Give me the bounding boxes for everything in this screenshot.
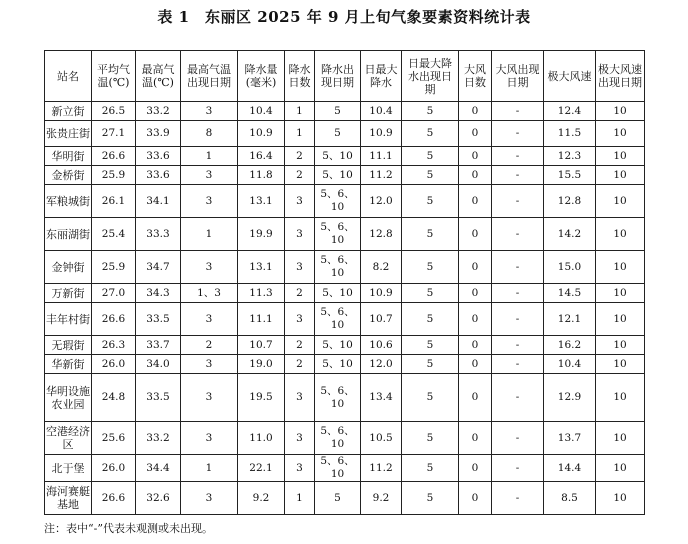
cell-precip: 16.4 [238,147,285,166]
cell-max-daily-precip-date: 5 [402,482,459,515]
cell-gale-days: 0 [459,455,492,482]
cell-max-wind: 12.4 [544,102,596,121]
table-row [45,355,645,374]
cell-precip: 13.1 [238,251,285,284]
cell-max-daily-precip-date: 5 [402,121,459,147]
cell-gale-dates: - [492,185,544,218]
cell-max-temp-date: 3 [181,102,238,121]
cell-avg-temp: 24.8 [92,374,136,422]
cell-max-temp: 33.9 [136,121,181,147]
cell-avg-temp: 26.6 [92,147,136,166]
cell-precip: 10.7 [238,336,285,355]
header-precip-days: 降水日数 [285,51,315,102]
cell-max-wind: 12.1 [544,303,596,336]
cell-precip-days: 3 [285,218,315,251]
cell-max-temp: 34.0 [136,355,181,374]
header-avg-temp: 平均气温(℃) [92,51,136,102]
cell-max-daily-precip-date: 5 [402,166,459,185]
cell-precip-days: 1 [285,482,315,515]
cell-max-wind: 13.7 [544,422,596,455]
cell-precip-dates: 5、10 [315,336,361,355]
cell-max-wind: 11.5 [544,121,596,147]
cell-max-wind-date: 10 [596,355,645,374]
cell-precip-dates: 5、6、10 [315,422,361,455]
cell-station: 丰年村街 [45,303,92,336]
cell-max-daily-precip-date: 5 [402,303,459,336]
cell-gale-days: 0 [459,422,492,455]
cell-gale-dates: - [492,422,544,455]
cell-max-daily-precip: 11.2 [361,166,402,185]
cell-gale-dates: - [492,455,544,482]
cell-station: 海河赛艇基地 [45,482,92,515]
cell-max-wind-date: 10 [596,147,645,166]
cell-max-temp: 33.6 [136,147,181,166]
cell-max-wind: 14.4 [544,455,596,482]
cell-avg-temp: 27.1 [92,121,136,147]
cell-max-wind: 10.4 [544,355,596,374]
table-row [45,374,645,422]
header-gale-dates: 大风出现日期 [492,51,544,102]
cell-max-wind-date: 10 [596,218,645,251]
cell-avg-temp: 25.4 [92,218,136,251]
cell-max-temp: 34.7 [136,251,181,284]
cell-precip-dates: 5 [315,121,361,147]
cell-station: 金桥街 [45,166,92,185]
cell-max-daily-precip: 10.6 [361,336,402,355]
cell-gale-dates: - [492,102,544,121]
cell-gale-days: 0 [459,303,492,336]
table-row [45,482,645,515]
cell-max-daily-precip-date: 5 [402,102,459,121]
cell-station: 东丽湖街 [45,218,92,251]
cell-max-temp: 33.2 [136,102,181,121]
cell-station: 北于堡 [45,455,92,482]
cell-max-daily-precip: 11.1 [361,147,402,166]
cell-precip-days: 1 [285,121,315,147]
header-max-wind-date: 极大风速出现日期 [596,51,645,102]
cell-precip: 10.4 [238,102,285,121]
cell-max-temp-date: 3 [181,355,238,374]
cell-max-temp: 32.6 [136,482,181,515]
cell-avg-temp: 26.5 [92,102,136,121]
cell-gale-days: 0 [459,284,492,303]
cell-max-wind-date: 10 [596,422,645,455]
cell-max-wind: 8.5 [544,482,596,515]
cell-max-daily-precip-date: 5 [402,455,459,482]
cell-precip-days: 3 [285,251,315,284]
cell-precip-days: 2 [285,355,315,374]
cell-gale-days: 0 [459,218,492,251]
cell-max-daily-precip-date: 5 [402,284,459,303]
cell-gale-dates: - [492,147,544,166]
cell-max-daily-precip: 10.5 [361,422,402,455]
cell-precip-dates: 5、6、10 [315,303,361,336]
cell-gale-days: 0 [459,166,492,185]
cell-precip-days: 2 [285,166,315,185]
cell-station: 万新街 [45,284,92,303]
cell-max-wind: 14.5 [544,284,596,303]
table-row [45,422,645,455]
cell-max-temp: 33.3 [136,218,181,251]
cell-max-temp-date: 1、3 [181,284,238,303]
cell-station: 金钟街 [45,251,92,284]
cell-precip-days: 3 [285,303,315,336]
cell-precip-dates: 5 [315,102,361,121]
cell-avg-temp: 27.0 [92,284,136,303]
cell-precip: 11.0 [238,422,285,455]
table-row [45,303,645,336]
header-precip-dates: 降水出现日期 [315,51,361,102]
header-max-daily-precip: 日最大降水 [361,51,402,102]
cell-gale-days: 0 [459,121,492,147]
cell-precip: 11.8 [238,166,285,185]
table-row [45,147,645,166]
cell-max-temp-date: 1 [181,147,238,166]
cell-max-temp: 33.5 [136,374,181,422]
cell-precip: 10.9 [238,121,285,147]
cell-max-temp: 33.2 [136,422,181,455]
header-max-temp: 最高气温(℃) [136,51,181,102]
cell-gale-days: 0 [459,482,492,515]
cell-max-wind-date: 10 [596,121,645,147]
cell-max-wind-date: 10 [596,303,645,336]
cell-max-daily-precip: 10.9 [361,284,402,303]
cell-max-daily-precip-date: 5 [402,185,459,218]
cell-precip-dates: 5、10 [315,355,361,374]
cell-precip-days: 3 [285,374,315,422]
cell-gale-dates: - [492,303,544,336]
cell-precip-days: 1 [285,102,315,121]
cell-precip: 19.5 [238,374,285,422]
table-row [45,455,645,482]
header-max-temp-date: 最高气温出现日期 [181,51,238,102]
cell-max-temp: 33.5 [136,303,181,336]
header-precip: 降水量(毫米) [238,51,285,102]
table-note: 注：表中“-”代表未观测或未出现。 [44,522,213,535]
table-row [45,251,645,284]
cell-max-wind: 15.0 [544,251,596,284]
cell-max-wind-date: 10 [596,374,645,422]
cell-avg-temp: 26.6 [92,482,136,515]
header-gale-days: 大风日数 [459,51,492,102]
cell-max-daily-precip: 10.4 [361,102,402,121]
cell-max-wind: 12.8 [544,185,596,218]
cell-precip-days: 2 [285,336,315,355]
cell-max-wind-date: 10 [596,102,645,121]
cell-station: 张贵庄街 [45,121,92,147]
cell-max-temp: 34.3 [136,284,181,303]
cell-precip-dates: 5、6、10 [315,374,361,422]
cell-max-wind-date: 10 [596,455,645,482]
cell-gale-dates: - [492,482,544,515]
weather-stats-table [44,50,645,515]
cell-gale-dates: - [492,121,544,147]
header-row [45,51,645,102]
cell-precip: 19.9 [238,218,285,251]
table-row [45,336,645,355]
cell-precip-dates: 5、6、10 [315,185,361,218]
cell-precip-dates: 5、10 [315,284,361,303]
table-row [45,185,645,218]
cell-max-daily-precip-date: 5 [402,251,459,284]
cell-max-daily-precip-date: 5 [402,374,459,422]
cell-max-daily-precip: 11.2 [361,455,402,482]
cell-gale-dates: - [492,355,544,374]
cell-precip-dates: 5 [315,482,361,515]
cell-station: 华新街 [45,355,92,374]
cell-precip-dates: 5、6、10 [315,455,361,482]
cell-max-temp: 34.1 [136,185,181,218]
header-station: 站名 [45,51,92,102]
cell-gale-days: 0 [459,336,492,355]
cell-max-wind: 14.2 [544,218,596,251]
cell-max-temp-date: 3 [181,303,238,336]
cell-max-wind: 12.3 [544,147,596,166]
cell-gale-days: 0 [459,251,492,284]
cell-precip: 11.3 [238,284,285,303]
cell-max-wind-date: 10 [596,185,645,218]
cell-max-daily-precip-date: 5 [402,218,459,251]
cell-max-temp: 33.7 [136,336,181,355]
cell-max-wind-date: 10 [596,251,645,284]
cell-max-wind-date: 10 [596,284,645,303]
table-row [45,102,645,121]
cell-station: 华明街 [45,147,92,166]
cell-avg-temp: 26.1 [92,185,136,218]
cell-precip: 11.1 [238,303,285,336]
cell-gale-days: 0 [459,102,492,121]
cell-max-temp: 33.6 [136,166,181,185]
cell-precip-days: 3 [285,185,315,218]
cell-max-daily-precip: 12.8 [361,218,402,251]
cell-precip-days: 3 [285,422,315,455]
cell-max-daily-precip-date: 5 [402,422,459,455]
cell-max-temp-date: 3 [181,482,238,515]
cell-gale-dates: - [492,336,544,355]
cell-max-daily-precip-date: 5 [402,355,459,374]
cell-max-daily-precip: 8.2 [361,251,402,284]
cell-gale-dates: - [492,166,544,185]
cell-precip: 19.0 [238,355,285,374]
cell-gale-days: 0 [459,147,492,166]
cell-station: 华明设施农业园 [45,374,92,422]
cell-station: 新立街 [45,102,92,121]
cell-avg-temp: 25.6 [92,422,136,455]
cell-gale-days: 0 [459,185,492,218]
cell-avg-temp: 26.0 [92,455,136,482]
cell-max-temp-date: 3 [181,374,238,422]
cell-max-wind: 15.5 [544,166,596,185]
table-body [45,102,645,515]
cell-station: 军粮城街 [45,185,92,218]
cell-max-daily-precip-date: 5 [402,147,459,166]
cell-max-daily-precip: 10.9 [361,121,402,147]
cell-station: 无瑕街 [45,336,92,355]
cell-gale-dates: - [492,218,544,251]
cell-max-daily-precip-date: 5 [402,336,459,355]
cell-max-wind-date: 10 [596,336,645,355]
cell-max-daily-precip: 9.2 [361,482,402,515]
cell-precip-dates: 5、10 [315,147,361,166]
cell-precip-dates: 5、6、10 [315,251,361,284]
header-max-daily-precip-date: 日最大降水出现日期 [402,51,459,102]
cell-max-daily-precip: 13.4 [361,374,402,422]
cell-max-temp-date: 1 [181,455,238,482]
cell-gale-dates: - [492,374,544,422]
cell-precip-days: 3 [285,455,315,482]
cell-precip-dates: 5、6、10 [315,218,361,251]
header-max-wind: 极大风速 [544,51,596,102]
table-row [45,121,645,147]
cell-max-temp-date: 1 [181,218,238,251]
cell-max-daily-precip: 10.7 [361,303,402,336]
cell-gale-days: 0 [459,374,492,422]
cell-max-wind: 12.9 [544,374,596,422]
cell-max-temp-date: 2 [181,336,238,355]
cell-gale-days: 0 [459,355,492,374]
cell-avg-temp: 25.9 [92,166,136,185]
cell-precip-days: 2 [285,284,315,303]
table-row [45,284,645,303]
cell-gale-dates: - [492,251,544,284]
cell-max-daily-precip: 12.0 [361,355,402,374]
table-row [45,218,645,251]
cell-max-wind: 16.2 [544,336,596,355]
cell-max-temp-date: 3 [181,185,238,218]
cell-max-wind-date: 10 [596,482,645,515]
table-row [45,166,645,185]
cell-max-temp: 34.4 [136,455,181,482]
cell-gale-dates: - [492,284,544,303]
cell-avg-temp: 26.3 [92,336,136,355]
cell-precip: 13.1 [238,185,285,218]
cell-precip-days: 2 [285,147,315,166]
cell-avg-temp: 26.0 [92,355,136,374]
cell-max-daily-precip: 12.0 [361,185,402,218]
cell-max-temp-date: 3 [181,166,238,185]
cell-max-temp-date: 3 [181,422,238,455]
cell-avg-temp: 26.6 [92,303,136,336]
cell-precip: 9.2 [238,482,285,515]
table-title: 表 1 东丽区 2025 年 9 月上旬气象要素资料统计表 [157,8,531,26]
cell-avg-temp: 25.9 [92,251,136,284]
cell-max-temp-date: 3 [181,251,238,284]
cell-station: 空港经济区 [45,422,92,455]
cell-precip: 22.1 [238,455,285,482]
cell-precip-dates: 5、10 [315,166,361,185]
cell-max-wind-date: 10 [596,166,645,185]
cell-max-temp-date: 8 [181,121,238,147]
